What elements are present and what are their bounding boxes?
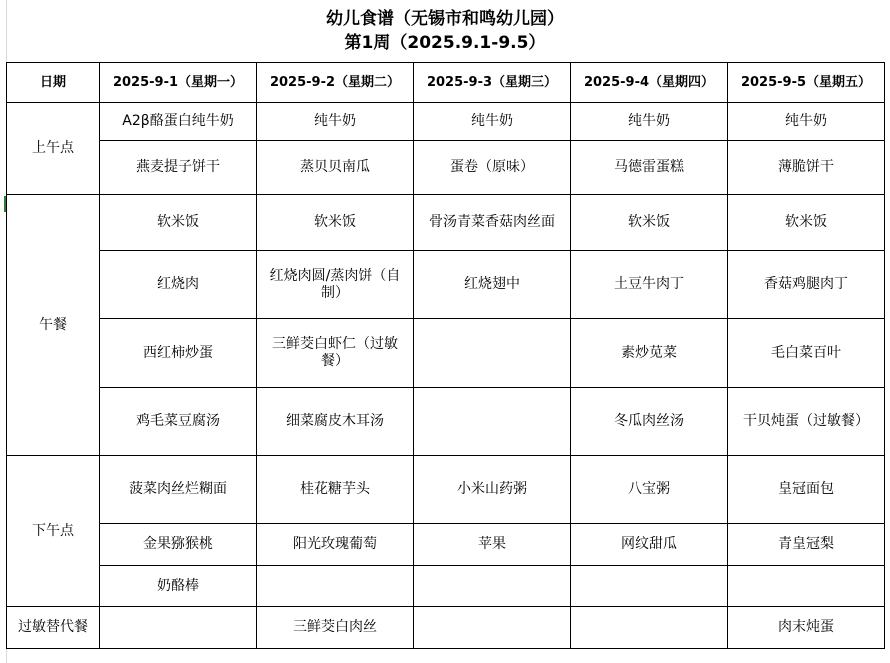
menu-cell[interactable]: 薄脆饼干 xyxy=(728,141,885,195)
menu-cell[interactable]: 小米山药粥 xyxy=(414,456,571,524)
menu-cell[interactable]: 素炒苋菜 xyxy=(571,319,728,388)
header-row xyxy=(7,63,885,103)
table-row xyxy=(7,607,885,649)
menu-cell[interactable]: 软米饭 xyxy=(100,195,257,251)
menu-cell[interactable] xyxy=(414,388,571,456)
menu-table xyxy=(6,62,885,649)
table-row xyxy=(7,388,885,456)
table-row xyxy=(7,566,885,607)
menu-cell[interactable] xyxy=(100,607,257,649)
table-row xyxy=(7,141,885,195)
menu-cell[interactable]: 红烧翅中 xyxy=(414,251,571,319)
menu-subtitle: 第1周（2025.9.1-9.5） xyxy=(344,33,546,53)
menu-cell[interactable] xyxy=(571,566,728,607)
table-row xyxy=(7,195,885,251)
menu-cell[interactable] xyxy=(257,566,414,607)
menu-cell[interactable] xyxy=(414,319,571,388)
menu-cell[interactable]: 冬瓜肉丝汤 xyxy=(571,388,728,456)
menu-cell[interactable] xyxy=(414,607,571,649)
menu-cell[interactable]: 软米饭 xyxy=(571,195,728,251)
menu-cell[interactable]: 红烧肉圆/蒸肉饼（自制） xyxy=(257,251,414,319)
menu-cell[interactable]: 三鲜茭白肉丝 xyxy=(257,607,414,649)
header-day-cell[interactable]: 2025-9-1（星期一） xyxy=(100,63,257,103)
header-day-cell[interactable]: 2025-9-4（星期四） xyxy=(571,63,728,103)
menu-cell[interactable]: 网纹甜瓜 xyxy=(571,524,728,566)
menu-cell[interactable]: 蛋卷（原味） xyxy=(414,141,571,195)
menu-cell[interactable]: 三鲜茭白虾仁（过敏餐） xyxy=(257,319,414,388)
menu-cell[interactable]: 纯牛奶 xyxy=(414,103,571,141)
menu-cell[interactable]: 毛白菜百叶 xyxy=(728,319,885,388)
table-row xyxy=(7,319,885,388)
section-label-allergy[interactable]: 过敏替代餐 xyxy=(7,607,100,649)
menu-cell[interactable]: 苹果 xyxy=(414,524,571,566)
menu-cell[interactable]: 皇冠面包 xyxy=(728,456,885,524)
menu-cell[interactable]: 软米饭 xyxy=(257,195,414,251)
menu-cell[interactable]: 菠菜肉丝烂糊面 xyxy=(100,456,257,524)
section-label-lunch[interactable]: 午餐 xyxy=(7,195,100,456)
menu-cell[interactable]: 八宝粥 xyxy=(571,456,728,524)
menu-cell[interactable]: 土豆牛肉丁 xyxy=(571,251,728,319)
section-label-afternoon[interactable]: 下午点 xyxy=(7,456,100,607)
menu-cell[interactable]: 蒸贝贝南瓜 xyxy=(257,141,414,195)
menu-cell[interactable]: 马德雷蛋糕 xyxy=(571,141,728,195)
menu-cell[interactable]: 细菜腐皮木耳汤 xyxy=(257,388,414,456)
menu-cell[interactable]: A2β酪蛋白纯牛奶 xyxy=(100,103,257,141)
menu-cell[interactable]: 纯牛奶 xyxy=(728,103,885,141)
header-day-cell[interactable]: 2025-9-5（星期五） xyxy=(728,63,885,103)
table-row xyxy=(7,456,885,524)
menu-title: 幼儿食谱（无锡市和鸣幼儿园） xyxy=(326,9,564,29)
menu-cell[interactable]: 鸡毛菜豆腐汤 xyxy=(100,388,257,456)
menu-cell[interactable]: 青皇冠梨 xyxy=(728,524,885,566)
menu-cell[interactable] xyxy=(571,607,728,649)
menu-cell[interactable]: 燕麦提子饼干 xyxy=(100,141,257,195)
menu-cell[interactable]: 骨汤青菜香菇肉丝面 xyxy=(414,195,571,251)
menu-cell[interactable] xyxy=(728,566,885,607)
menu-cell[interactable]: 软米饭 xyxy=(728,195,885,251)
menu-cell[interactable]: 奶酪棒 xyxy=(100,566,257,607)
header-day-cell[interactable]: 2025-9-2（星期二） xyxy=(257,63,414,103)
menu-cell[interactable]: 肉末炖蛋 xyxy=(728,607,885,649)
menu-cell[interactable]: 西红柿炒蛋 xyxy=(100,319,257,388)
menu-cell[interactable]: 纯牛奶 xyxy=(571,103,728,141)
table-row xyxy=(7,524,885,566)
menu-cell[interactable]: 阳光玫瑰葡萄 xyxy=(257,524,414,566)
section-label-morning[interactable]: 上午点 xyxy=(7,103,100,195)
menu-cell[interactable]: 纯牛奶 xyxy=(257,103,414,141)
menu-cell[interactable]: 干贝炖蛋（过敏餐） xyxy=(728,388,885,456)
menu-cell[interactable] xyxy=(414,566,571,607)
table-row xyxy=(7,251,885,319)
header-date-cell[interactable]: 日期 xyxy=(7,63,100,103)
table-row xyxy=(7,103,885,141)
menu-cell[interactable]: 红烧肉 xyxy=(100,251,257,319)
header-day-cell[interactable]: 2025-9-3（星期三） xyxy=(414,63,571,103)
menu-cell[interactable]: 香菇鸡腿肉丁 xyxy=(728,251,885,319)
title-block xyxy=(0,0,890,62)
menu-cell[interactable]: 金果猕猴桃 xyxy=(100,524,257,566)
menu-cell[interactable]: 桂花糖芋头 xyxy=(257,456,414,524)
